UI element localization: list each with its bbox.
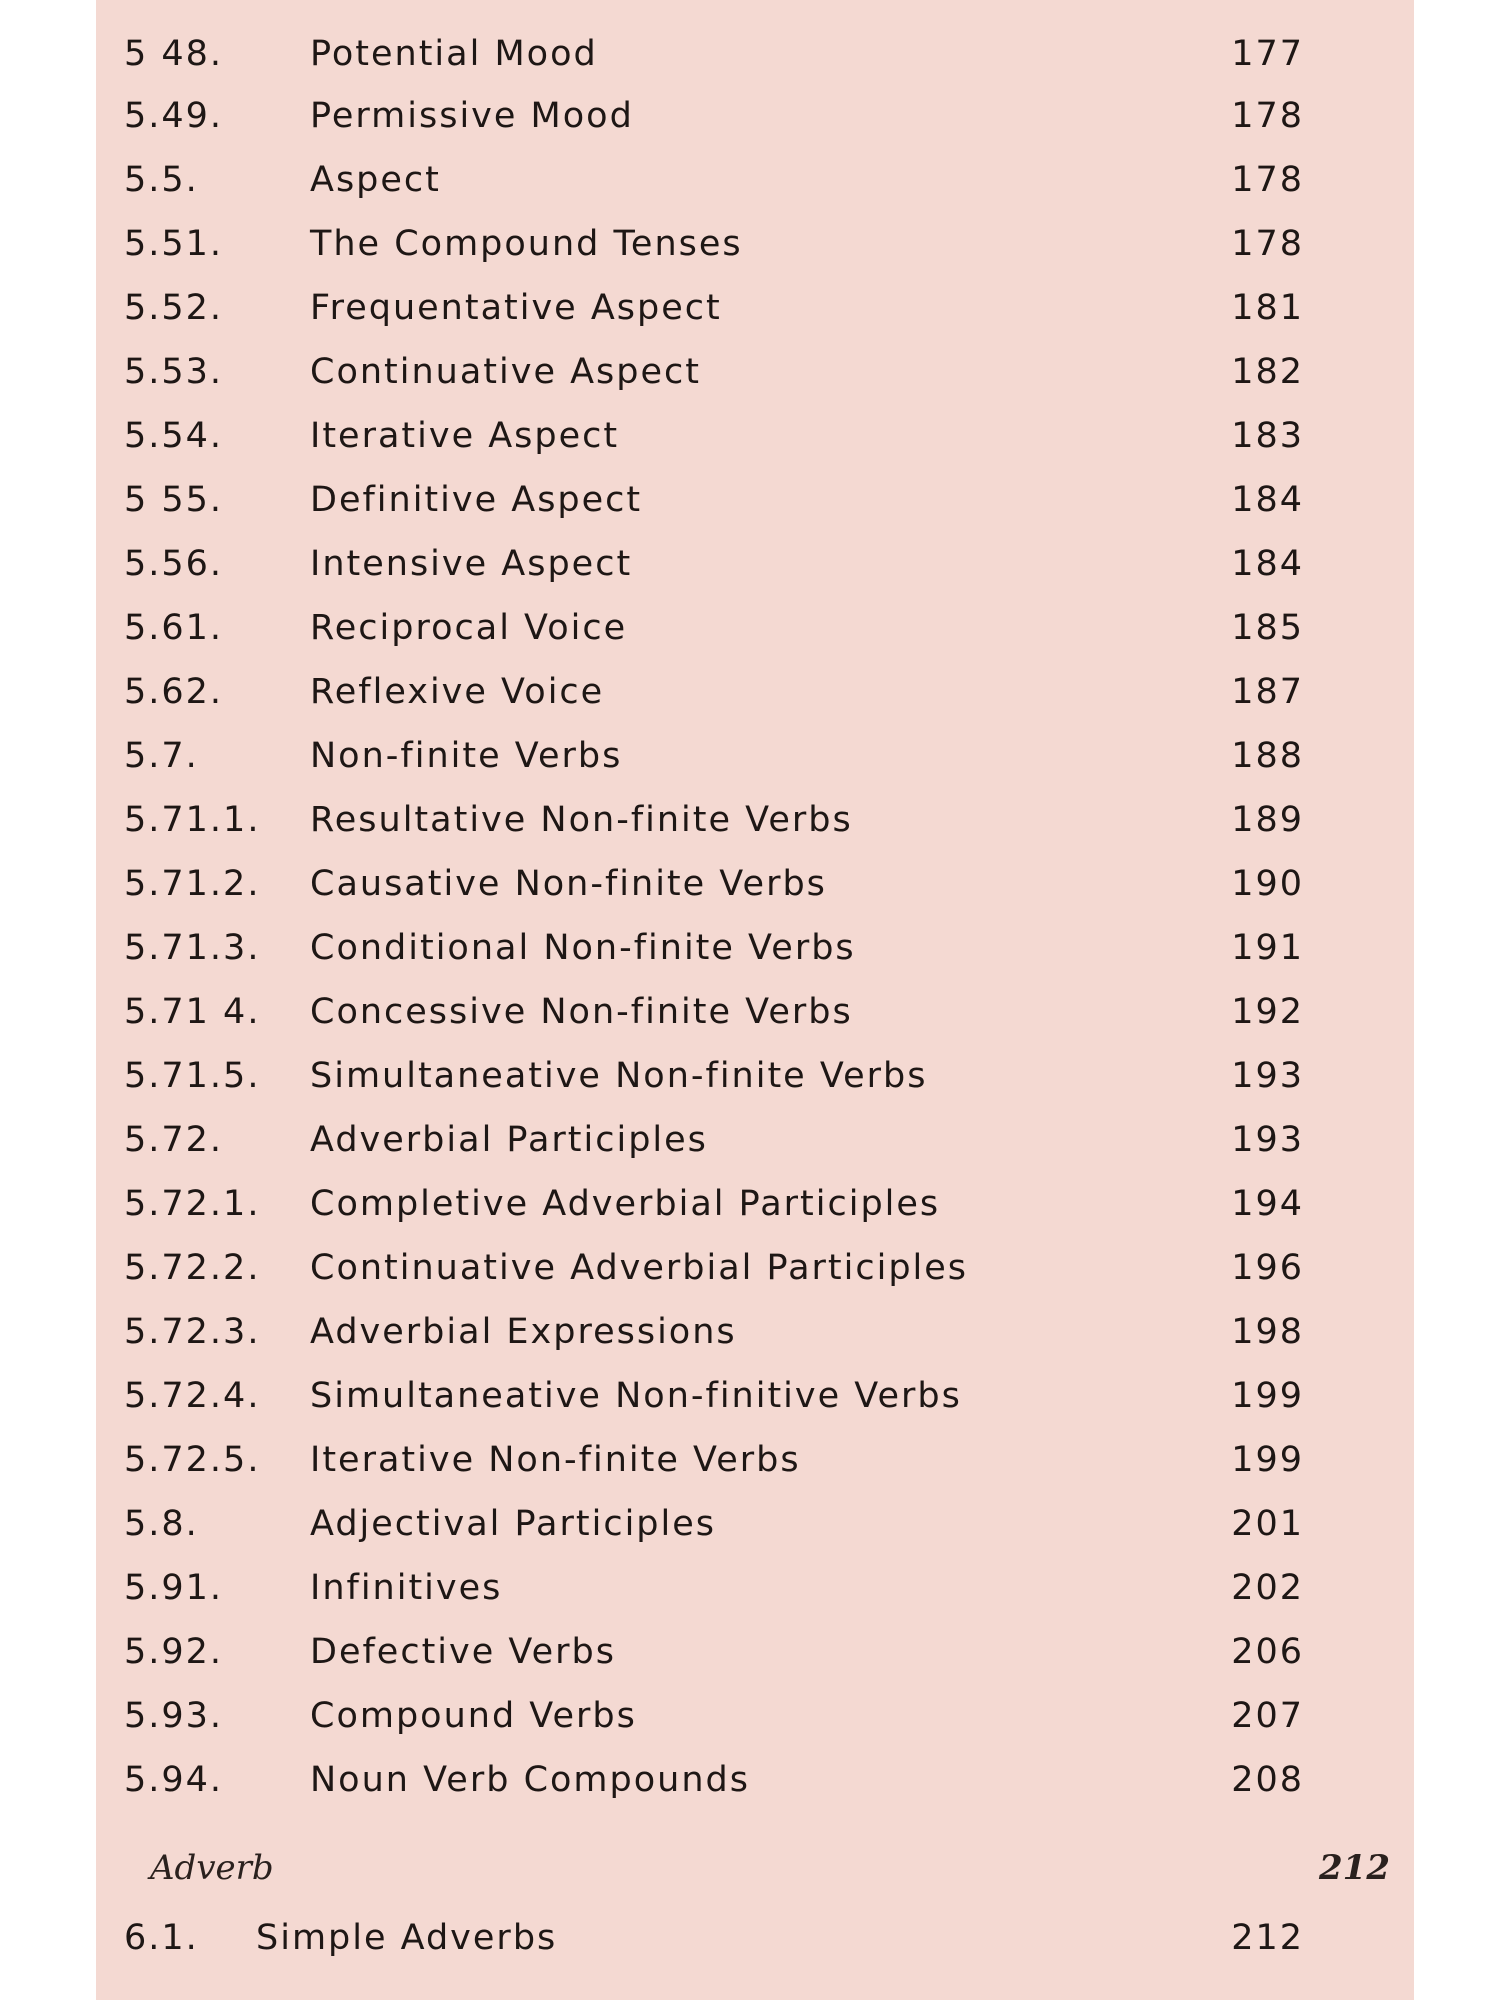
toc-entry xyxy=(96,224,1414,288)
entry-title: Infinitives xyxy=(310,1568,503,1608)
entry-page: 212 xyxy=(1231,1918,1304,1958)
entry-title: Simple Adverbs xyxy=(256,1918,558,1958)
toc-entry xyxy=(96,416,1414,480)
entry-number: 5.8. xyxy=(124,1504,199,1544)
entry-number: 5.72.1. xyxy=(124,1184,261,1224)
entry-title: Reflexive Voice xyxy=(310,672,605,712)
toc-entry xyxy=(96,160,1414,224)
entry-title: Frequentative Aspect xyxy=(310,288,722,328)
entry-title: Reciprocal Voice xyxy=(310,608,628,648)
entry-title: Aspect xyxy=(310,160,441,200)
entry-number: 5.7. xyxy=(124,736,199,776)
toc-entry xyxy=(96,672,1414,736)
toc-entry xyxy=(96,544,1414,608)
entry-number: 5.72.4. xyxy=(124,1376,261,1416)
toc-entry xyxy=(96,1248,1414,1312)
toc-entry xyxy=(96,34,1414,98)
entry-number: 5.72.3. xyxy=(124,1312,261,1352)
entry-page: 202 xyxy=(1231,1568,1304,1608)
entry-title: Causative Non-finite Verbs xyxy=(310,864,827,904)
entry-number: 5.91. xyxy=(124,1568,224,1608)
entry-number: 5.53. xyxy=(124,352,224,392)
toc-entry xyxy=(96,1312,1414,1376)
entry-page: 184 xyxy=(1231,544,1304,584)
section-heading xyxy=(150,1848,1390,1908)
entry-title: Concessive Non-finite Verbs xyxy=(310,992,853,1032)
entry-page: 198 xyxy=(1231,1312,1304,1352)
toc-entry xyxy=(96,352,1414,416)
entry-number: 5.71.3. xyxy=(124,928,261,968)
entry-page: 199 xyxy=(1231,1440,1304,1480)
entry-title: Intensive Aspect xyxy=(310,544,633,584)
toc-entry xyxy=(96,1632,1414,1696)
entry-page: 193 xyxy=(1231,1120,1304,1160)
entry-title: Adjectival Participles xyxy=(310,1504,716,1544)
entry-title: Simultaneative Non-finite Verbs xyxy=(310,1056,928,1096)
entry-number: 5.71.1. xyxy=(124,800,261,840)
entry-title: Conditional Non-finite Verbs xyxy=(310,928,856,968)
entry-number: 5.54. xyxy=(124,416,224,456)
entry-page: 189 xyxy=(1231,800,1304,840)
toc-entry xyxy=(96,1696,1414,1760)
entry-page: 207 xyxy=(1231,1696,1304,1736)
entry-number: 5.56. xyxy=(124,544,224,584)
entry-number: 5.49. xyxy=(124,96,224,136)
entry-page: 194 xyxy=(1231,1184,1304,1224)
entry-number: 5 55. xyxy=(124,480,224,520)
entry-number: 5.62. xyxy=(124,672,224,712)
entry-title: Continuative Aspect xyxy=(310,352,702,392)
toc-entry xyxy=(96,1760,1414,1824)
entry-page: 193 xyxy=(1231,1056,1304,1096)
toc-entry xyxy=(96,1376,1414,1440)
entry-page: 181 xyxy=(1231,288,1304,328)
entry-number: 5.92. xyxy=(124,1632,224,1672)
entry-page: 184 xyxy=(1231,480,1304,520)
section-title: Adverb xyxy=(150,1848,274,1888)
entry-page: 191 xyxy=(1231,928,1304,968)
entry-title: Continuative Adverbial Participles xyxy=(310,1248,969,1288)
book-page xyxy=(96,0,1414,2000)
toc-entry xyxy=(96,992,1414,1056)
entry-page: 177 xyxy=(1231,34,1304,74)
toc-entry xyxy=(96,480,1414,544)
toc-entry xyxy=(96,928,1414,992)
entry-page: 188 xyxy=(1231,736,1304,776)
entry-title: Simultaneative Non-finitive Verbs xyxy=(310,1376,962,1416)
toc-entry xyxy=(96,1120,1414,1184)
entry-title: Definitive Aspect xyxy=(310,480,643,520)
entry-number: 5.5. xyxy=(124,160,199,200)
entry-page: 178 xyxy=(1231,224,1304,264)
entry-number: 5 48. xyxy=(124,34,224,74)
entry-page: 206 xyxy=(1231,1632,1304,1672)
entry-page: 192 xyxy=(1231,992,1304,1032)
toc-entry xyxy=(96,96,1414,160)
entry-number: 5.71 4. xyxy=(124,992,261,1032)
toc-entry xyxy=(96,288,1414,352)
entry-page: 208 xyxy=(1231,1760,1304,1800)
entry-title: Resultative Non-finite Verbs xyxy=(310,800,853,840)
entry-number: 5.51. xyxy=(124,224,224,264)
entry-number: 5.72.5. xyxy=(124,1440,261,1480)
entry-page: 178 xyxy=(1231,96,1304,136)
entry-title: Noun Verb Compounds xyxy=(310,1760,750,1800)
entry-title: Completive Adverbial Participles xyxy=(310,1184,941,1224)
entry-number: 5.52. xyxy=(124,288,224,328)
section-page: 212 xyxy=(1319,1848,1390,1888)
entry-title: Non-finite Verbs xyxy=(310,736,623,776)
entry-number: 5.72. xyxy=(124,1120,224,1160)
toc-entry xyxy=(96,736,1414,800)
toc-entry xyxy=(96,608,1414,672)
entry-page: 187 xyxy=(1231,672,1304,712)
entry-page: 190 xyxy=(1231,864,1304,904)
toc-entry xyxy=(96,1056,1414,1120)
entry-number: 6.1. xyxy=(124,1918,199,1958)
entry-page: 201 xyxy=(1231,1504,1304,1544)
entry-page: 185 xyxy=(1231,608,1304,648)
entry-page: 196 xyxy=(1231,1248,1304,1288)
entry-number: 5.71.2. xyxy=(124,864,261,904)
entry-page: 183 xyxy=(1231,416,1304,456)
toc-entry xyxy=(96,1918,1414,1982)
entry-title: Permissive Mood xyxy=(310,96,634,136)
entry-number: 5.93. xyxy=(124,1696,224,1736)
entry-page: 182 xyxy=(1231,352,1304,392)
entry-title: Compound Verbs xyxy=(310,1696,637,1736)
entry-page: 199 xyxy=(1231,1376,1304,1416)
entry-number: 5.61. xyxy=(124,608,224,648)
toc-entry xyxy=(96,800,1414,864)
toc-entry xyxy=(96,1440,1414,1504)
entry-title: The Compound Tenses xyxy=(310,224,743,264)
toc-entry xyxy=(96,1568,1414,1632)
toc-entry xyxy=(96,864,1414,928)
entry-title: Potential Mood xyxy=(310,34,598,74)
entry-title: Iterative Non-finite Verbs xyxy=(310,1440,801,1480)
entry-title: Adverbial Expressions xyxy=(310,1312,737,1352)
entry-page: 178 xyxy=(1231,160,1304,200)
entry-number: 5.71.5. xyxy=(124,1056,261,1096)
entry-number: 5.94. xyxy=(124,1760,224,1800)
toc-entry xyxy=(96,1184,1414,1248)
toc-entry xyxy=(96,1504,1414,1568)
entry-title: Defective Verbs xyxy=(310,1632,617,1672)
entry-title: Iterative Aspect xyxy=(310,416,620,456)
entry-number: 5.72.2. xyxy=(124,1248,261,1288)
entry-title: Adverbial Participles xyxy=(310,1120,708,1160)
